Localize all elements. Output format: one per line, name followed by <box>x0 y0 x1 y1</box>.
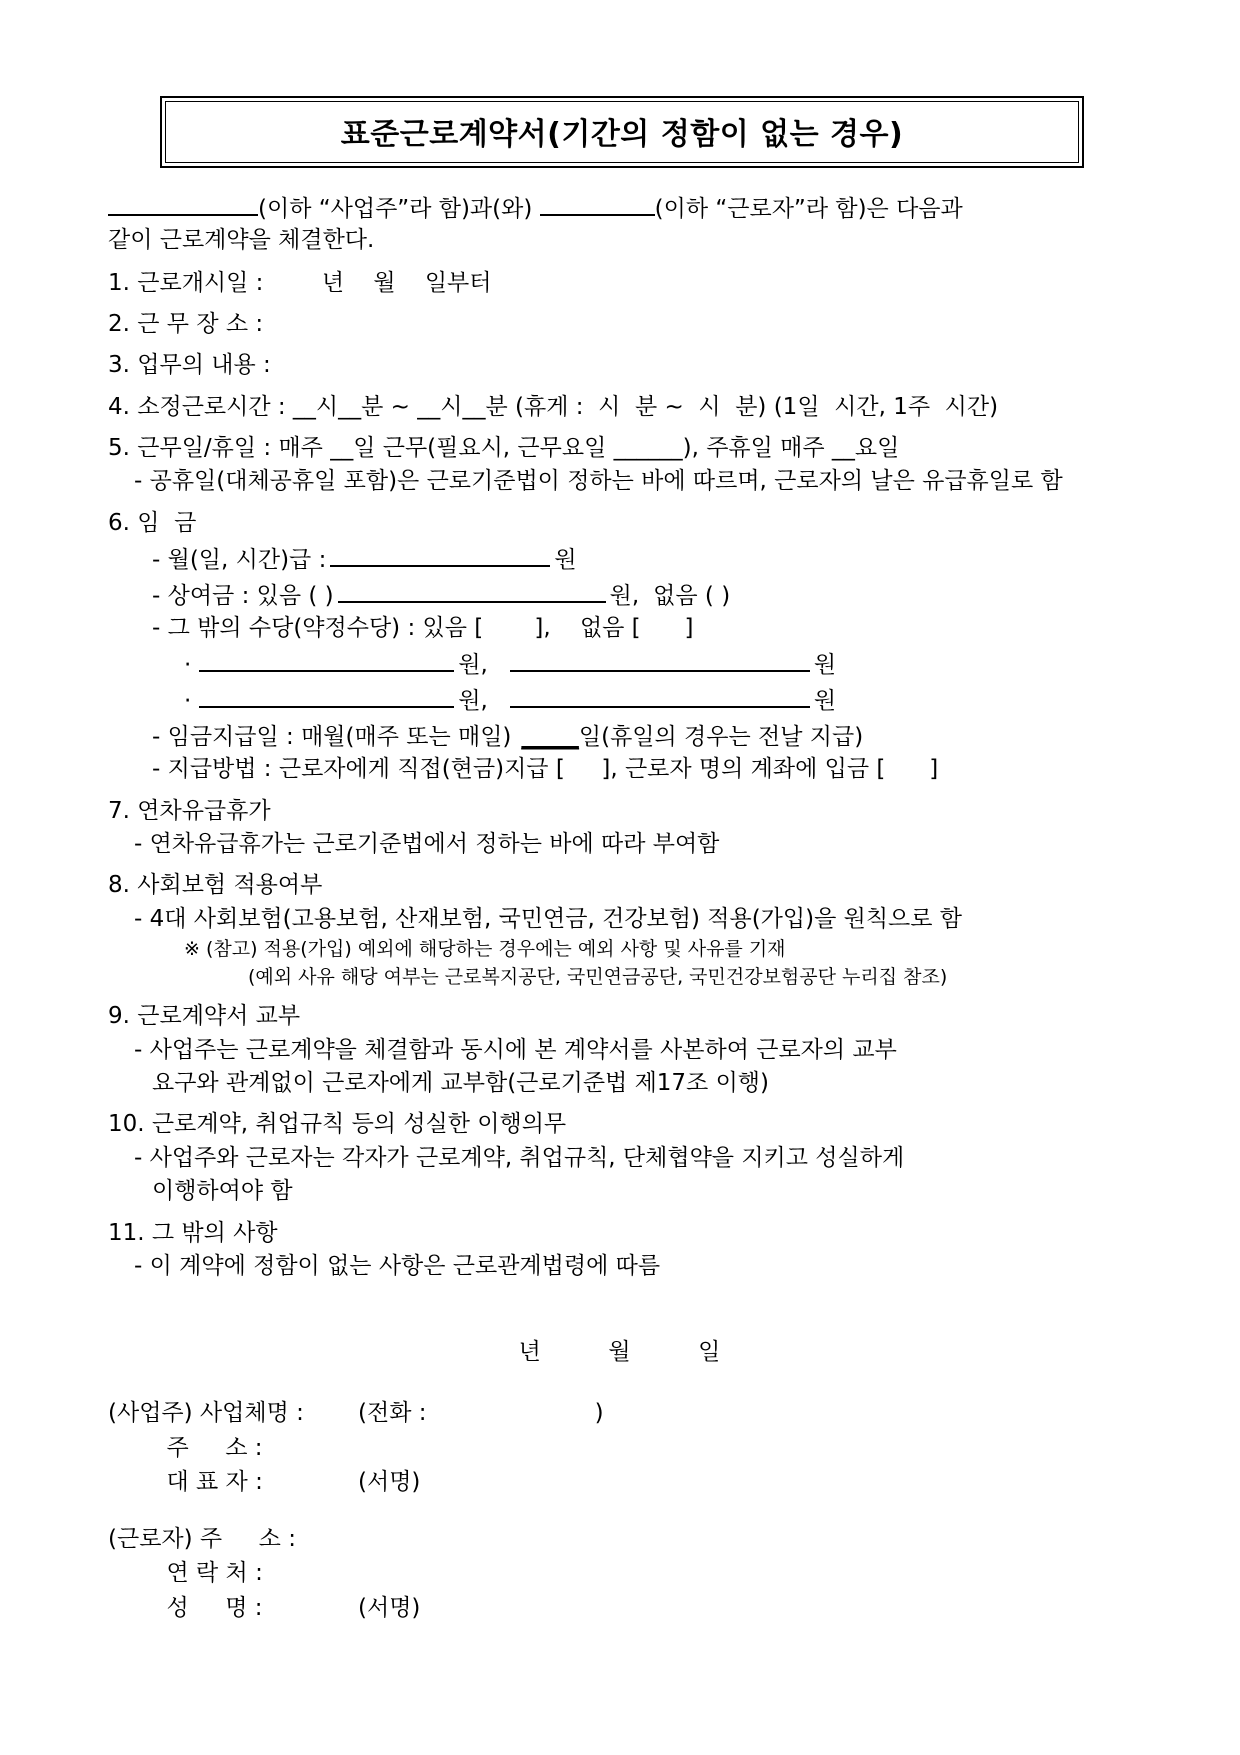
clause-9-contract-delivery: 9. 근로계약서 교부 <box>108 1003 301 1030</box>
clause-7-annual-leave: 7. 연차유급휴가 <box>108 797 271 824</box>
employer-signature-block <box>108 1396 1132 1500</box>
clause-1-start-date: 1. 근로개시일 : 년 월 일부터 <box>108 269 492 296</box>
employer-address-row <box>108 1431 1132 1466</box>
intro-text-3: 같이 근로계약을 체결한다. <box>108 227 375 254</box>
employer-representative-row <box>108 1465 1132 1500</box>
wage-bonus-none: 없음 ( ) <box>653 583 731 610</box>
clause-6-wage: 6. 임 금 <box>108 509 197 536</box>
wage-monthly-row <box>152 541 1132 574</box>
wage-bonus-row <box>152 577 1132 610</box>
employer-name-blank[interactable] <box>108 214 258 216</box>
worker-address-label: (근로자) 주 소 : <box>108 1525 296 1552</box>
wage-payday-blank[interactable]: _____ <box>521 724 579 751</box>
clause-7-annual-leave-note: - 연차유급휴가는 근로기준법에서 정하는 바에 따라 부여함 <box>134 831 720 858</box>
wage-monthly-label: - 월(일, 시간)급 : <box>152 547 327 574</box>
allowance-unit-1a: 원, <box>458 652 488 679</box>
clause-10-faithful-performance: 10. 근로계약, 취업규칙 등의 성실한 이행의무 <box>108 1111 567 1138</box>
allowance-unit-2b: 원 <box>813 688 837 715</box>
intro-text-1: (이하 “사업주”라 함)과(와) <box>258 196 533 222</box>
clause-4-working-hours: 4. 소정근로시간 : __시__분 ~ __시__분 (휴게 : 시 분 ~ 시 분) (1일 시간, 1주 시간) <box>108 393 999 420</box>
document-title-box <box>160 96 1084 168</box>
document-title-inner <box>165 101 1079 163</box>
worker-address-row <box>108 1522 1132 1557</box>
worker-name-row <box>108 1591 1132 1626</box>
clause-8-exception-note: ※ (참고) 적용(가입) 예외에 해당하는 경우에는 예외 사항 및 사유를 기재 <box>184 938 786 961</box>
clause-9-delivery-line-1: - 사업주는 근로계약을 체결함과 동시에 본 계약서를 사본하여 근로자의 교부 <box>134 1036 897 1063</box>
employer-representative-label: 대 표 자 : <box>108 1469 263 1496</box>
worker-contact-label: 연 락 처 : <box>108 1560 263 1587</box>
allowance-bullet-1: · <box>184 652 192 679</box>
wage-payday-tail: 일(휴일의 경우는 전날 지급) <box>578 724 864 751</box>
allowance-blank-2b[interactable] <box>510 684 810 708</box>
allowance-blank-1a[interactable] <box>199 648 454 672</box>
intro-text-2: (이하 “근로자”라 함)은 다음과 <box>654 196 963 222</box>
wage-monthly-unit: 원 <box>554 547 577 574</box>
clause-10-line-2: 이행하여야 함 <box>152 1178 293 1205</box>
wage-allowance-line-1 <box>184 646 1132 679</box>
clause-11-other-matters: 11. 그 밖의 사항 <box>108 1219 278 1246</box>
employer-signature-mark: (서명) <box>358 1469 421 1496</box>
clause-3-job-description: 3. 업무의 내용 : <box>108 352 271 379</box>
worker-contact-row <box>108 1556 1132 1591</box>
clause-8-exception-reference: (예외 사유 해당 여부는 근로복지공단, 국민연금공단, 국민건강보험공단 누리집 참조) <box>248 966 948 989</box>
worker-name-label: 성 명 : <box>108 1594 263 1621</box>
document-sheet <box>108 96 1132 1625</box>
clause-9-delivery-line-2: 요구와 관계없이 근로자에게 교부함(근로기준법 제17조 이행) <box>152 1070 770 1097</box>
wage-allowance-line-2 <box>184 682 1132 715</box>
wage-payday-label: - 임금지급일 : 매월(매주 또는 매일) <box>152 724 512 751</box>
worker-signature-block <box>108 1522 1132 1626</box>
allowance-unit-1b: 원 <box>813 652 837 679</box>
wage-payday-row <box>152 718 1132 751</box>
clause-2-workplace: 2. 근 무 장 소 : <box>108 310 264 337</box>
page-title: 표준근로계약서(기간의 정함이 없는 경우) <box>340 117 904 152</box>
employer-business-name-row <box>108 1396 1132 1431</box>
allowance-unit-2a: 원, <box>458 688 488 715</box>
worker-name-blank[interactable] <box>540 214 655 216</box>
clause-10-line-1: - 사업주와 근로자는 각자가 근로계약, 취업규칙, 단체협약을 지키고 성실하게 <box>134 1144 905 1171</box>
wage-bonus-blank[interactable] <box>338 579 606 603</box>
clause-8-four-insurances: - 4대 사회보험(고용보험, 산재보험, 국민연금, 건강보험) 적용(가입)을 원칙으로 함 <box>134 905 963 932</box>
allowance-blank-1b[interactable] <box>510 648 810 672</box>
allowance-bullet-2: · <box>184 688 192 715</box>
clause-5-public-holidays-note: - 공휴일(대체공휴일 포함)은 근로기준법이 정하는 바에 따르며, 근로자의 날은 유급휴일로 함 <box>134 468 1063 495</box>
allowance-blank-2a[interactable] <box>199 684 454 708</box>
intro-paragraph <box>108 194 1132 257</box>
wage-payment-method-row: - 지급방법 : 근로자에게 직접(현금)지급 [ ], 근로자 명의 계좌에 입금 [ ] <box>152 756 939 783</box>
clause-5-workdays-holidays: 5. 근무일/휴일 : 매주 __일 근무(필요시, 근무요일 ______), 주휴일 매주 __요일 <box>108 434 900 461</box>
signing-date-line: 년 월 일 <box>518 1339 722 1366</box>
employer-address-label: 주 소 : <box>108 1434 263 1461</box>
wage-bonus-label: - 상여금 : 있음 ( ) <box>152 583 334 610</box>
clause-11-line-1: - 이 계약에 정함이 없는 사항은 근로관계법령에 따름 <box>134 1252 661 1279</box>
employer-phone-label: (전화 : ) <box>358 1400 604 1427</box>
clause-8-social-insurance: 8. 사회보험 적용여부 <box>108 872 323 899</box>
worker-signature-mark: (서명) <box>358 1594 421 1621</box>
employer-business-name-label: (사업주) 사업체명 : <box>108 1400 304 1427</box>
wage-other-allowance-row: - 그 밖의 수당(약정수당) : 있음 [ ], 없음 [ ] <box>152 615 694 642</box>
wage-monthly-blank[interactable] <box>330 543 550 567</box>
wage-bonus-unit: 원, <box>609 583 640 610</box>
